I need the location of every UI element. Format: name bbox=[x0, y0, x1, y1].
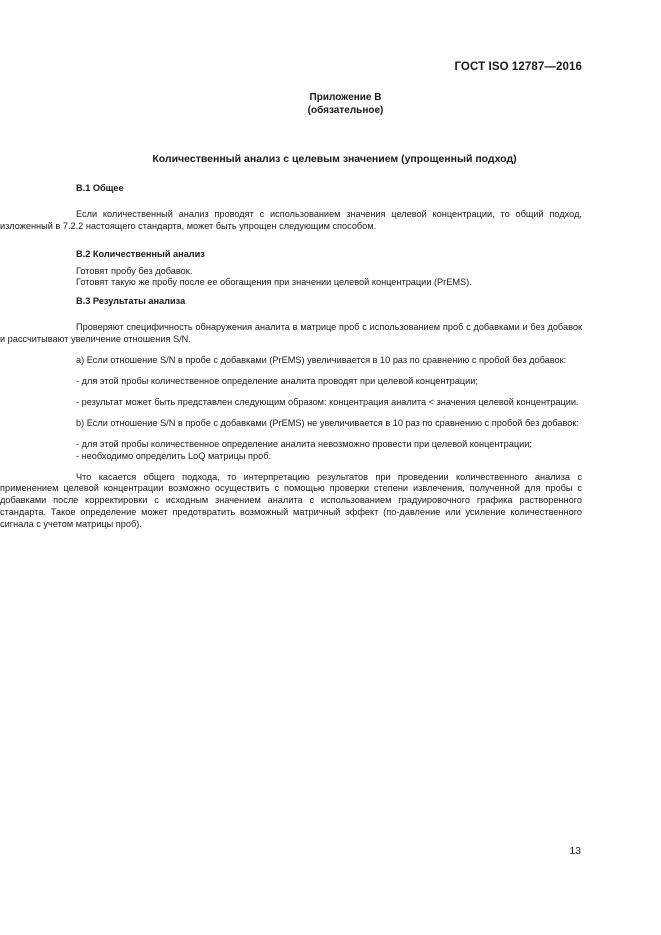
section-b3-item-b: b) Если отношение S/N в пробе с добавками (PrEMS) не увеличивается в 10 раз по сравнению с пробой без добавок: bbox=[76, 417, 579, 428]
section-b3-closing: Что касается общего подхода, то интерпретацию результатов при проведении количественного анализа с применением целевой концентрации возможно осуществить с помощью проверки степени извлечения, полученной для пробы с добавками после корректировки с исходным значением аналита с использованием градуировочного графика растворенного стандарта. Такое определение может предотвратить возможный матричный эффект (по-давление или усиление количественного сигнала с учетом матрицы проб). bbox=[0, 471, 582, 529]
annex-title: Приложение В bbox=[309, 92, 382, 103]
section-b2-line2: Готовят такую же пробу после ее обогащения при значении целевой концентрации (PrEMS). bbox=[76, 277, 472, 288]
section-b3-item-b-1: - для этой пробы количественное определение аналита невозможно провести при целевой концентрации; bbox=[76, 438, 532, 449]
section-b1-text: Если количественный анализ проводят с использованием значения целевой концентрации, то общий подход, изложенный в 7.2.2 настоящего стандарта, может быть упрощен следующим способом. bbox=[0, 208, 582, 231]
section-b3-item-a: а) Если отношение S/N в пробе с добавками (PrEMS) увеличивается в 10 раз по сравнению с пробой без добавок: bbox=[76, 354, 567, 365]
section-heading-b2: В.2 Количественный анализ bbox=[76, 248, 205, 259]
section-b3-intro: Проверяют специфичность обнаружения аналита в матрице проб с использованием проб с добавками и без добавок и рассчитывают увеличение отношения S/N. bbox=[0, 322, 582, 344]
annex-heading bbox=[0, 91, 661, 117]
section-b3-item-a-2: - результат может быть представлен следующим образом: концентрация аналита < значения целевой концентрации. bbox=[76, 396, 579, 407]
annex-status: (обязательное) bbox=[307, 105, 384, 116]
section-heading-b3: В.3 Результаты анализа bbox=[76, 296, 186, 307]
document-body bbox=[0, 183, 582, 540]
section-b3-item-b-2: - необходимо определить LoQ матрицы проб. bbox=[76, 450, 272, 461]
section-b3-item-a-1: - для этой пробы количественное определение аналита проводят при целевой концентрации; bbox=[76, 375, 478, 386]
section-heading-b1: В.1 Общее bbox=[76, 183, 124, 193]
section-b2-line1: Готовят пробу без добавок. bbox=[76, 265, 193, 276]
standard-code: ГОСТ ISO 12787—2016 bbox=[454, 61, 582, 73]
page-title: Количественный анализ с целевым значением (упрощенный подход) bbox=[152, 153, 517, 165]
page-number: 13 bbox=[569, 845, 581, 857]
